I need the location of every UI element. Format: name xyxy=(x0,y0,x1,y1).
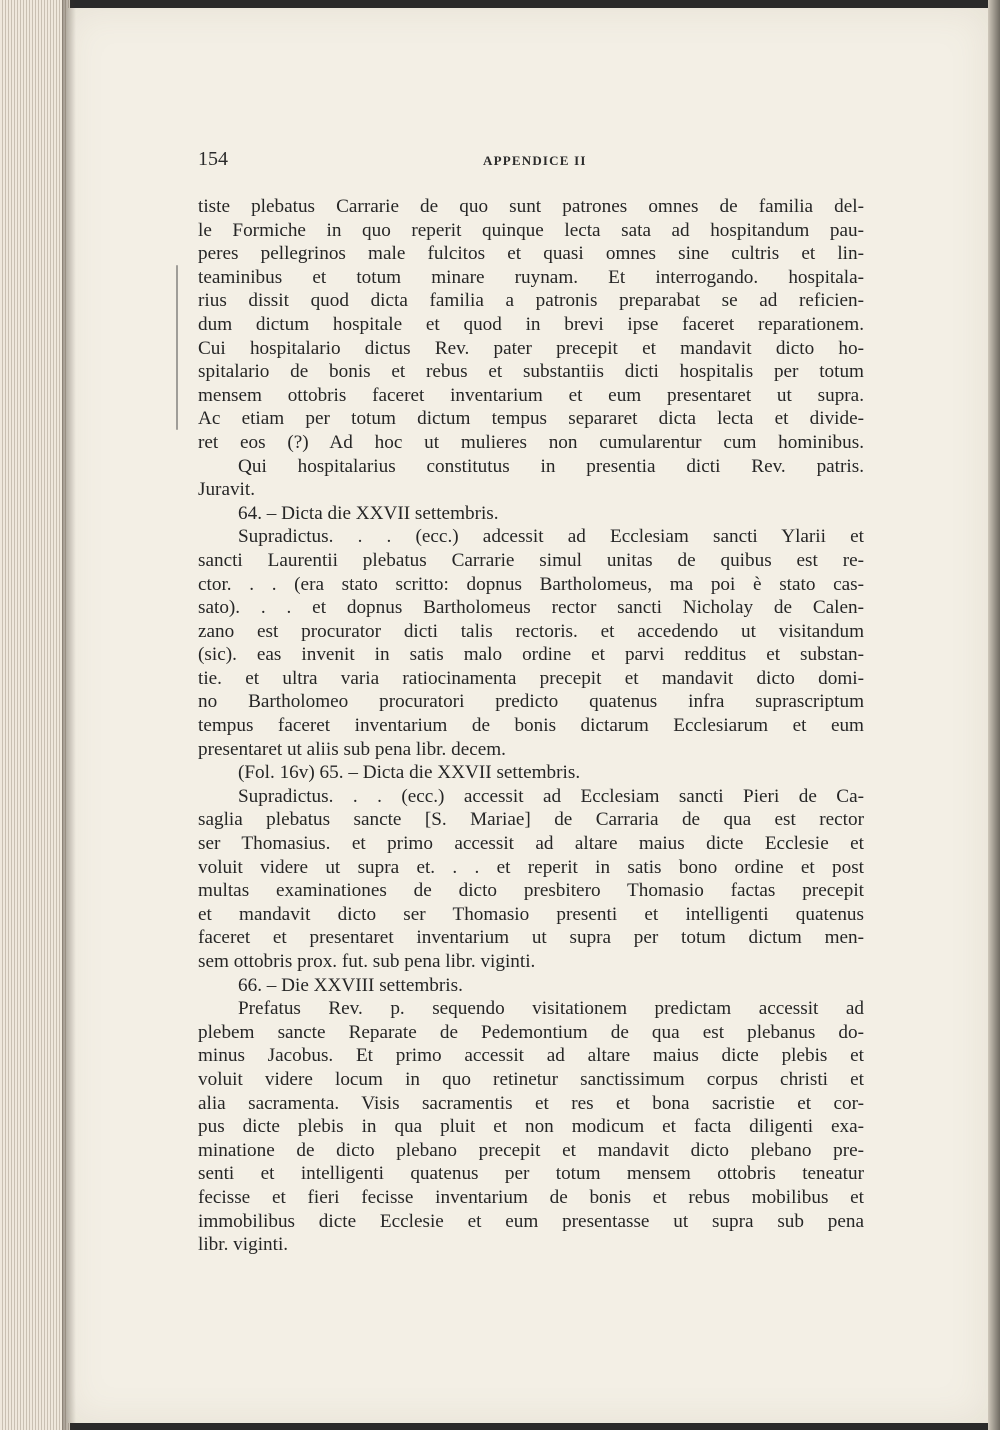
text-line: senti et intelligenti quatenus per totum mensem ottobris teneatur xyxy=(198,1163,864,1185)
text-line: plebem sancte Reparate de Pedemontium de qua est plebanus do- xyxy=(198,1021,864,1043)
body-text xyxy=(198,195,864,1257)
text-line: libr. viginti. xyxy=(198,1234,289,1256)
text-line: presentaret ut aliis sub pena libr. decem. xyxy=(198,738,506,760)
spine-shadow xyxy=(62,0,76,1430)
text-line: rius dissit quod dicta familia a patronis preparabat se ad reficien- xyxy=(198,290,864,312)
text-line: ser Thomasius. et primo accessit ad altare maius dicte Ecclesie et xyxy=(198,833,864,855)
page-number: 154 xyxy=(198,148,228,170)
text-line: sato). . . et dopnus Bartholomeus rector sancti Nicholay de Calen- xyxy=(198,597,864,619)
text-line: faceret et presentaret inventarium ut supra per totum dictum men- xyxy=(198,927,864,949)
text-line: 64. – Dicta die XXVII settembris. xyxy=(238,502,499,524)
text-line: voluit videre ut supra et. . . et reperit in satis bono ordine et post xyxy=(198,856,864,878)
text-line: et mandavit dicto ser Thomasio presenti et intelligenti quatenus xyxy=(198,903,864,925)
text-line: 66. – Die XXVIII settembris. xyxy=(238,974,463,996)
text-line: Supradictus. . . (ecc.) accessit ad Ecclesiam sancti Pieri de Ca- xyxy=(238,785,864,807)
text-line: minatione de dicto plebano precepit et mandavit dicto plebano pre- xyxy=(198,1139,864,1161)
text-line: Supradictus. . . (ecc.) adcessit ad Ecclesiam sancti Ylarii et xyxy=(238,526,864,548)
text-line: ret eos (?) Ad hoc ut mulieres non cumularentur cum hominibus. xyxy=(198,431,864,453)
text-line: Cui hospitalario dictus Rev. pater precepit et mandavit dicto ho- xyxy=(198,337,864,359)
text-line: mensem ottobris faceret inventarium et eum presentaret ut supra. xyxy=(198,384,864,406)
text-line: (Fol. 16v) 65. – Dicta die XXVII settembris. xyxy=(238,762,581,784)
text-line: (sic). eas invenit in satis malo ordine et parvi redditus et substan- xyxy=(198,644,864,666)
text-line: multas examinationes de dicto presbitero Thomasio factas precepit xyxy=(198,880,864,902)
text-line: Ac etiam per totum dictum tempus separaret dicta lecta et divide- xyxy=(198,408,864,430)
text-line: saglia plebatus sancte [S. Mariae] de Carraria de qua est rector xyxy=(198,809,864,831)
text-line: tempus faceret inventarium de bonis dictarum Ecclesiarum et eum xyxy=(198,715,864,737)
text-line: peres pellegrinos male fulcitos et quasi omnes sine cultris et lin- xyxy=(198,243,864,265)
text-line: voluit videre locum in quo retinetur sanctissimum corpus christi et xyxy=(198,1068,864,1090)
text-line: ctor. . . (era stato scritto: dopnus Bartholomeus, ma poi è stato cas- xyxy=(198,573,864,595)
text-line: le Formiche in quo reperit quinque lecta sata ad hospitandum pau- xyxy=(198,219,864,241)
text-line: Prefatus Rev. p. sequendo visitationem predictam accessit ad xyxy=(238,998,864,1020)
text-line: Qui hospitalarius constitutus in presentia dicti Rev. patris. xyxy=(238,455,864,477)
page-edges xyxy=(0,0,70,1430)
text-line: zano est procurator dicti talis rectoris. et accedendo ut visitandum xyxy=(198,620,864,642)
text-line: Juravit. xyxy=(198,479,256,501)
page-header xyxy=(198,148,868,178)
margin-pencil-mark xyxy=(176,265,178,430)
text-line: tiste plebatus Carrarie de quo sunt patrones omnes de familia del- xyxy=(198,196,864,217)
text-line: dum dictum hospitale et quod in brevi ipse faceret reparationem. xyxy=(198,313,864,335)
text-line: no Bartholomeo procuratori predicto quatenus infra suprascriptum xyxy=(198,691,864,713)
running-title: APPENDICE II xyxy=(483,153,587,168)
text-line: minus Jacobus. Et primo accessit ad altare maius dicte plebis et xyxy=(198,1045,864,1067)
text-line: sem ottobris prox. fut. sub pena libr. viginti. xyxy=(198,951,536,972)
text-line: immobilibus dicte Ecclesie et eum presentasse ut supra sub pena xyxy=(198,1210,864,1232)
text-line: spitalario de bonis et rebus et substantiis dicti hospitalis per totum xyxy=(198,361,864,383)
text-line: tie. et ultra varia ratiocinamenta precepit et mandavit dicto domi- xyxy=(198,667,864,689)
text-line: sancti Laurentii plebatus Carrarie simul unitas de quibus est re- xyxy=(198,549,864,571)
text-line: pus dicte plebis in qua pluit et non modicum et facta diligenti exa- xyxy=(198,1116,864,1138)
right-page-edge xyxy=(988,0,1000,1430)
text-line: alia sacramenta. Visis sacramentis et res et bona sacristie et cor- xyxy=(198,1092,864,1114)
text-line: fecisse et fieri fecisse inventarium de bonis et rebus mobilibus et xyxy=(198,1186,864,1208)
text-line: teaminibus et totum minare ruynam. Et interrogando. hospitala- xyxy=(198,266,864,288)
